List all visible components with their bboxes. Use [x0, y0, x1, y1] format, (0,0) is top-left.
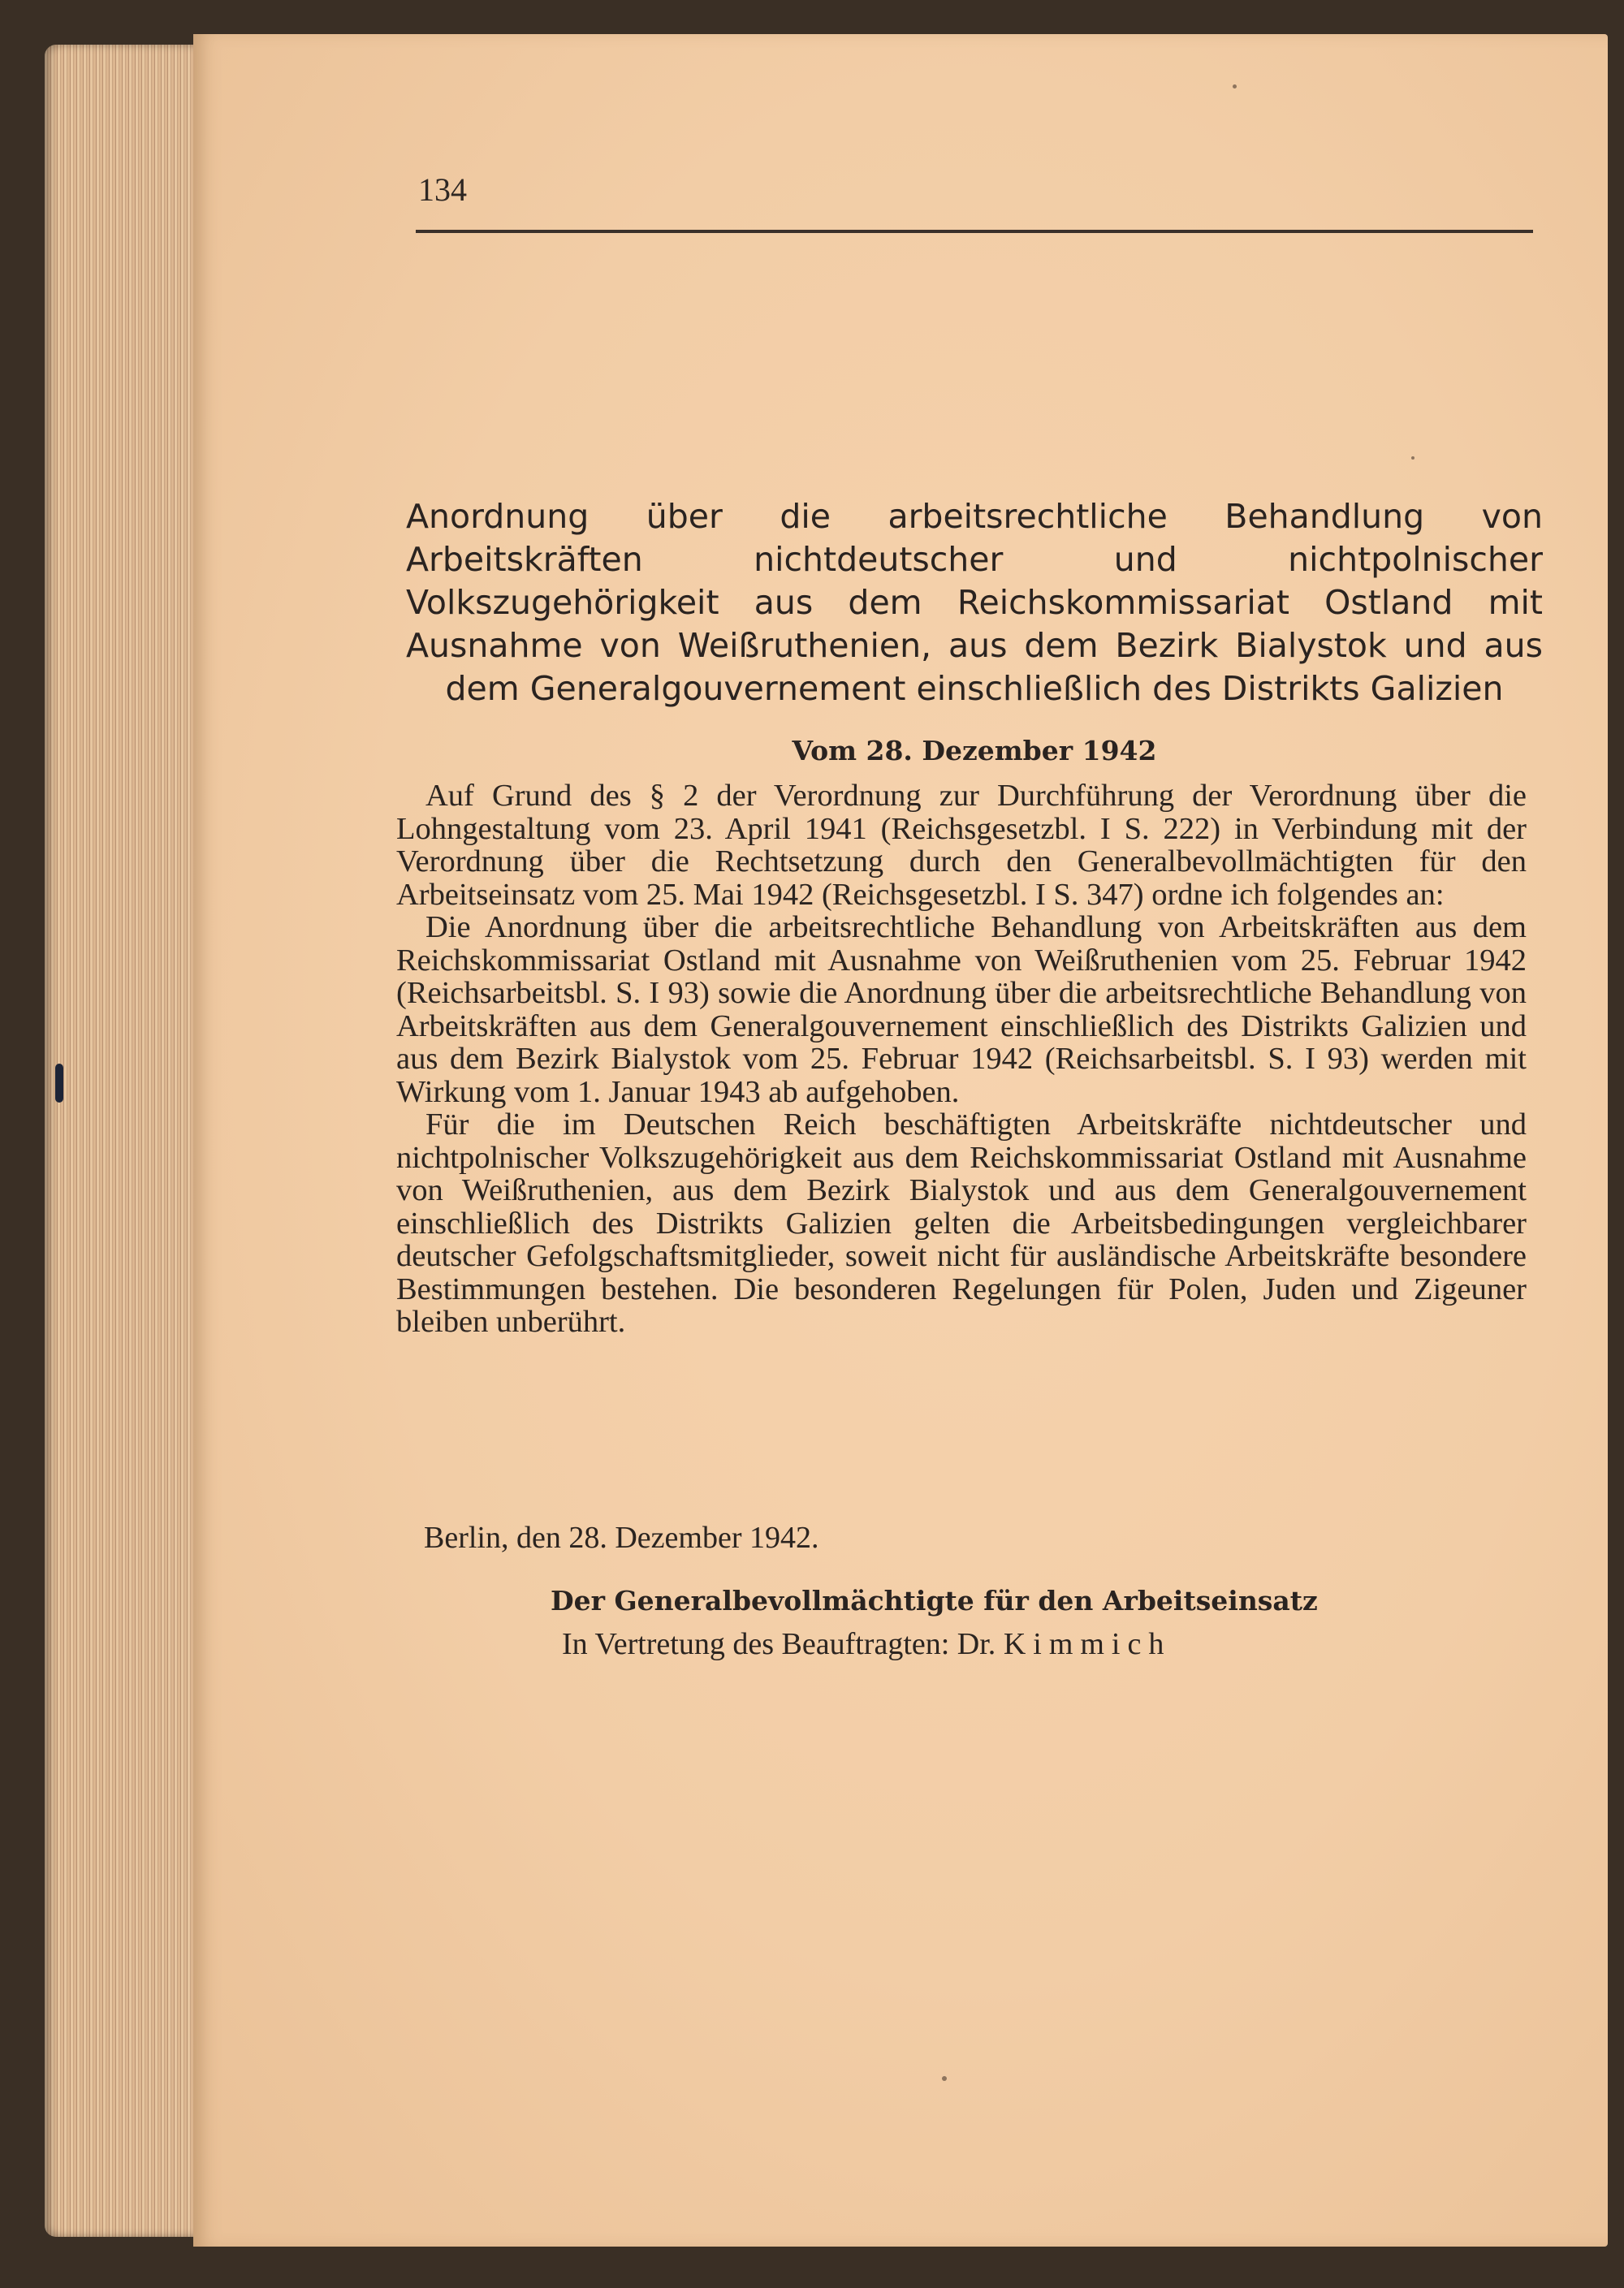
- book-page-edges: [45, 45, 207, 2237]
- paper-speck: [1233, 84, 1237, 88]
- signatory-title: Der Generalbevollmächtigte für den Arbeitseinsatz: [551, 1585, 1318, 1617]
- paragraph: Die Anordnung über die arbeitsrechtliche Behandlung von Arbeitskräften aus dem Reichskommissariat Ostland mit Ausnahme von Weißruthenien vom 25. Februar 1942 (Reichsarbeitsbl. S. I 93) sowie die Anordnung über die arbeitsrechtliche Behandlung von Arbeitskräften aus dem Generalgouvernement einschließlich des Distrikts Galizien und aus dem Bezirk Bialystok vom 25. Februar 1942 (Reichsarbeitsbl. S. I 93) werden mit Wirkung vom 1. Januar 1943 ab aufgehoben.: [396, 910, 1527, 1109]
- signatory-role: In Vertretung des Beauftragten: Dr.: [562, 1627, 996, 1661]
- document-body: [396, 779, 1527, 1339]
- binding-mark: [55, 1064, 63, 1103]
- paragraph: Für die im Deutschen Reich beschäftigten Arbeitskräfte nichtdeutscher und nichtpolnischer Volkszugehörigkeit aus dem Reichskommissariat Ostland mit Ausnahme von Weißruthenien, aus dem Bezirk Bialystok und aus dem Generalgouvernement einschließlich des Distrikts Galizien gelten die Arbeitsbedingungen vergleichbarer deutscher Gefolgschaftsmitglieder, soweit nicht für ausländische Arbeitskräfte besondere Bestimmungen bestehen. Die besonderen Regelungen für Polen, Juden und Zigeuner bleiben unberührt.: [396, 1107, 1527, 1339]
- signatory-line: [562, 1626, 1171, 1662]
- document-title: Anordnung über die arbeitsrechtliche Behandlung von Arbeitskräften nichtdeutscher und nichtpolnischer Volkszugehörigkeit aus dem Reichskommissariat Ostland mit Ausnahme von Weißruthenien, aus dem Bezirk Bialystok und aus dem Generalgouvernement einschließlich des Distrikts Galizien: [406, 497, 1543, 708]
- paragraph: Auf Grund des § 2 der Verordnung zur Durchführung der Verordnung über die Lohngestaltung vom 23. April 1941 (Reichsgesetzbl. I S. 222) in Verbindung mit der Verordnung über die Rechtsetzung durch den Generalbevollmächtigten für den Arbeitseinsatz vom 25. Mai 1942 (Reichsgesetzbl. I S. 347) ordne ich folgendes an:: [396, 779, 1527, 912]
- header-rule: [416, 230, 1533, 233]
- document-date: Vom 28. Dezember 1942: [792, 735, 1157, 766]
- paper-speck: [942, 2076, 947, 2081]
- paper-speck: [1411, 456, 1415, 460]
- place-and-date: Berlin, den 28. Dezember 1942.: [424, 1521, 819, 1555]
- page-number: 134: [418, 171, 467, 208]
- signatory-name: Kimmich: [1003, 1627, 1172, 1661]
